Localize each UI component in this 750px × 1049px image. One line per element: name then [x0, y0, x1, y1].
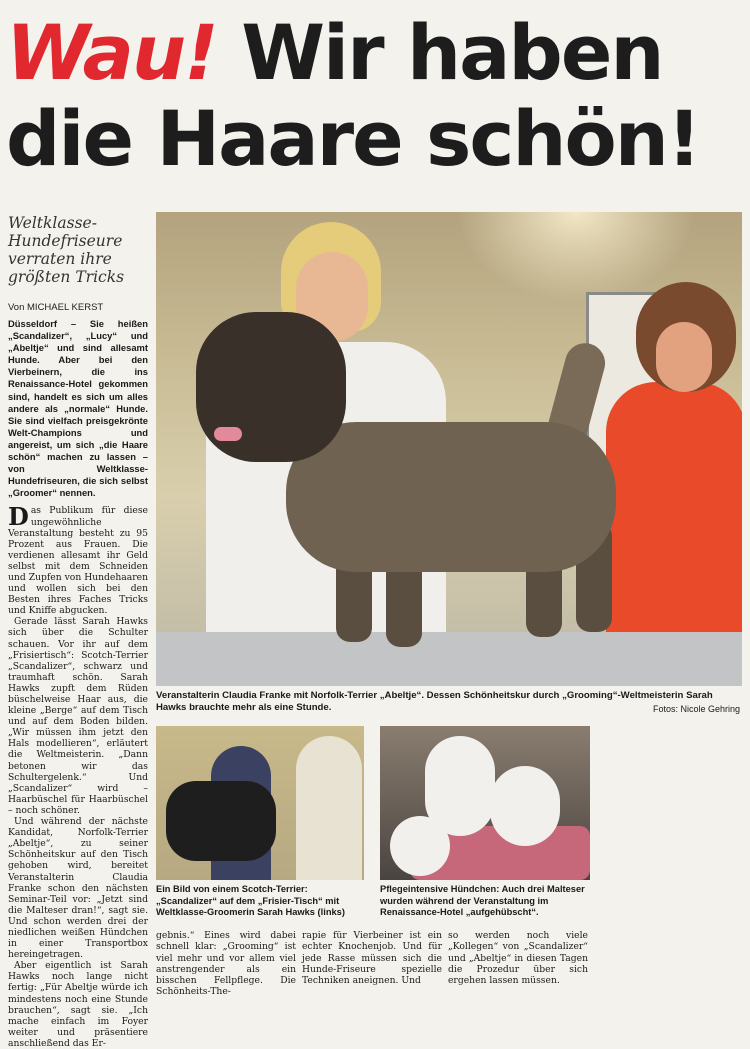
- dateline: Düsseldorf: [8, 318, 57, 329]
- byline: Von MICHAEL KERST: [8, 302, 104, 313]
- drop-cap: D: [8, 502, 29, 532]
- body-paragraph-3: Und während der nächste Kandidat, Norfolk-Terrier „Abeltje“, zu seiner Schönheitskur auf den Tisch gehoben wird, bereitet Veranstalterin Claudia Franke schon den nächsten Seminar-Teil vor: „Jetzt sind die Malteser dran!“, sagt sie. Und schon werden drei der niedlichen weißen Hündchen in einer Transportbox hereingetragen.: [8, 816, 148, 961]
- article-body-column: [8, 318, 148, 1049]
- headline: [6, 10, 746, 182]
- main-photo-caption: Veranstalterin Claudia Franke mit Norfolk-Terrier „Abeltje“. Dessen Schönheitskur durch „Grooming“-Weltmeisterin Sarah Hawks brauchte mehr als eine Stunde.: [156, 690, 713, 713]
- subheadline: Weltklasse-Hundefriseure verraten ihre größten Tricks: [8, 214, 125, 286]
- small-photo-caption-1: Ein Bild von einem Scotch-Terrier: „Scandalizer“ auf dem „Frisier-Tisch“ mit Weltklasse-Groomerin Sarah Hawks (links): [156, 884, 345, 917]
- bottom-column-1: gebnis.“ Eines wird dabei schnell klar: „Grooming“ ist viel mehr und vor allem viel anstrengender als ein bisschen Fellpflege. Die Schönheits-The-: [156, 930, 296, 998]
- body-paragraph-2: Gerade lässt Sarah Hawks sich über die Schulter schauen. Vor ihr auf dem „Frisiertisch“: Scotch-Terrier „Scandalizer“, schwarz und traumhaft schön. Sarah Hawks zupft dem Rüden büschelweise Haar aus, die kleine „Berge“ auf dem Tisch und auf dem Boden bilden. „Wir müssen ihm jetzt den Hals modellieren“, erläutert die Weltmeisterin. „Dann betonen wir das Schultergelenk.“ Und „Scandalizer“ wird – Haarbüschel für Haarbüschel – noch schöner.: [8, 616, 148, 816]
- malteser-dog-3: [390, 816, 450, 876]
- dog-scandalizer: [166, 781, 276, 861]
- photo-credit: Fotos: Nicole Gehring: [652, 704, 740, 714]
- bottom-column-2: rapie für Vierbeiner ist ein echter Knochenjob. Und für jede Rasse müssen sich die Hunde-Friseure spezielle Techniken aneignen. Und: [302, 930, 442, 987]
- headline-line-1: Wau! Wir haben: [6, 8, 663, 97]
- photo-scotch-terrier: [156, 726, 364, 880]
- small-photo-caption-2: Pflegeintensive Hündchen: Auch drei Malteser wurden während der Veranstaltung im Renaissance-Hotel „aufgehübscht“.: [380, 884, 585, 917]
- bottom-column-3: so werden noch viele „Kollegen“ von „Scandalizer“ und „Abeltje“ in diesen Tagen die Prozedur über sich ergehen lassen müssen.: [448, 930, 588, 987]
- headline-line-2: die Haare schön!: [6, 94, 700, 183]
- main-photo: [156, 212, 742, 686]
- body-paragraph-1: Das Publikum für diese ungewöhnliche Veranstaltung besteht zu 95 Prozent aus Frauen. Die verdienen allesamt ihr Geld selbst mit dem Schneiden und Zupfen von Hundehaaren und wollen sich bei den Besten ihres Faches Tricks und Kniffe abgucken.: [8, 502, 148, 617]
- dog-abeltje: [196, 312, 636, 652]
- intro-paragraph: Düsseldorf – Sie heißen „Scandalizer“, „Lucy“ und „Abeltje“ und sind allesamt Hunde. Aber bei den Vierbeinern, die ins Renaissance-Hotel gekommen sind, handelt es sich um alles andere als „normale“ Hunde. Sie sind vielfach preisgekrönte Welt-Champions und angereist, um sich „die Haare schön“ machen zu lassen – von Weltklasse-Hundefriseuren, die sich selbst „Groomer“ nennen.: [8, 318, 148, 499]
- headline-accent: Wau!: [6, 8, 217, 97]
- malteser-dog-2: [490, 766, 560, 846]
- photo-malteser: [380, 726, 590, 880]
- body-paragraph-4: Aber eigentlich ist Sarah Hawks noch lange nicht fertig: „Für Abeltje würde ich mindestens noch eine Stunde brauchen“, sagt sie. „Ich mache einfach im Foyer weiter und präsentiere anschließend das Er-: [8, 960, 148, 1049]
